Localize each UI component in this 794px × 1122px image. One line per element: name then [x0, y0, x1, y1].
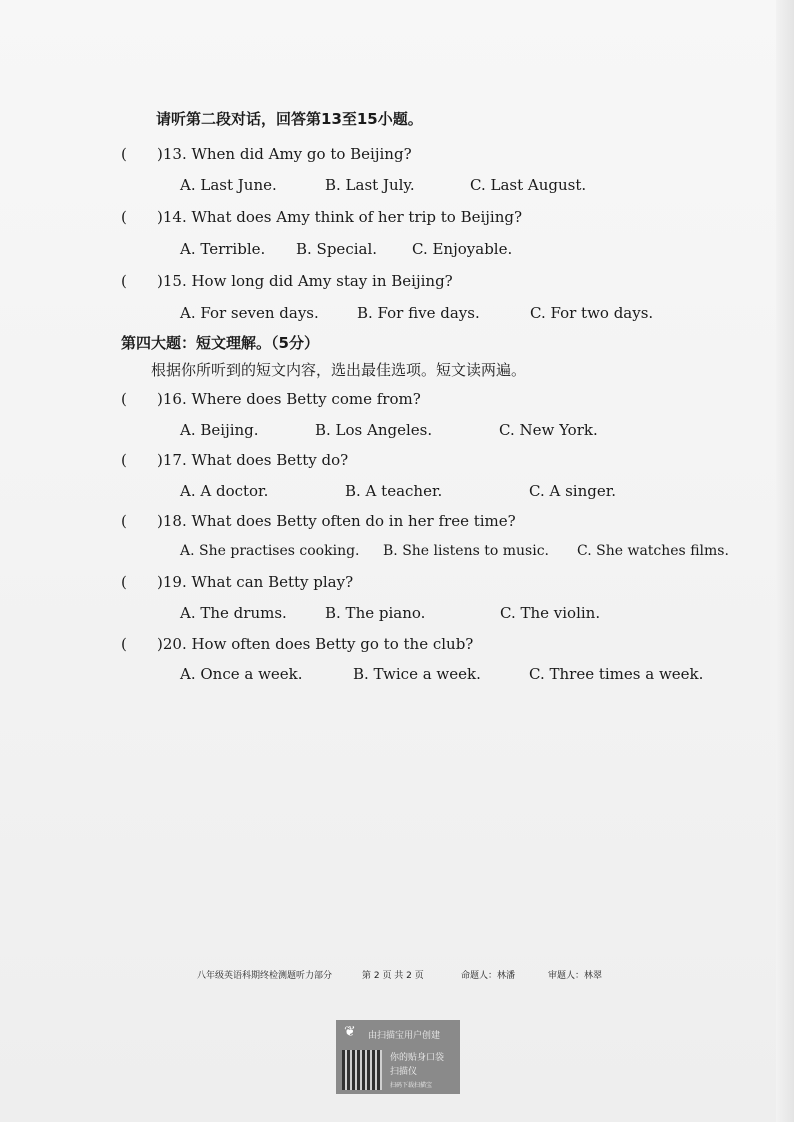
q17-option-b: B. A teacher. — [345, 482, 443, 500]
footer-author: 命题人：林潘 — [461, 971, 516, 981]
q14-option-a: A. Terrible. — [180, 240, 266, 258]
question-16: )16. Where does Betty come from? — [157, 390, 421, 408]
q15-option-c: C. For two days. — [530, 304, 654, 322]
butterfly-logo-icon: ❦ — [344, 1024, 356, 1040]
q16-option-a: A. Beijing. — [180, 421, 259, 439]
question-17: )17. What does Betty do? — [157, 451, 349, 469]
answer-paren: ( — [121, 451, 127, 469]
q19-option-c: C. The violin. — [500, 604, 601, 622]
watermark-line-4: 扫码下载扫描宝 — [390, 1082, 433, 1089]
q16-option-b: B. Los Angeles. — [315, 421, 433, 439]
watermark-title: 由扫描宝用户创建 — [368, 1031, 441, 1041]
q18-option-a: A. She practises cooking. — [180, 543, 360, 559]
answer-paren: ( — [121, 272, 127, 290]
q20-option-b: B. Twice a week. — [353, 665, 481, 683]
q16-option-c: C. New York. — [499, 421, 598, 439]
q19-option-a: A. The drums. — [180, 604, 287, 622]
section-intro: 请听第二段对话，回答第13至15小题。 — [156, 110, 423, 128]
watermark-line-3: 扫描仪 — [390, 1067, 418, 1077]
q17-option-a: A. A doctor. — [180, 482, 269, 500]
q13-option-a: A. Last June. — [180, 176, 277, 194]
answer-paren: ( — [121, 145, 127, 163]
answer-paren: ( — [121, 208, 127, 226]
question-20: )20. How often does Betty go to the club? — [157, 635, 474, 653]
watermark-line-2: 你的贴身口袋 — [390, 1053, 445, 1063]
footer-title: 八年级英语科期终检测题听力部分 — [197, 971, 333, 981]
scan-edge-shadow — [776, 0, 794, 1122]
q17-option-c: C. A singer. — [529, 482, 617, 500]
q20-option-c: C. Three times a week. — [529, 665, 704, 683]
q14-option-b: B. Special. — [296, 240, 378, 258]
question-18: )18. What does Betty often do in her free time? — [157, 512, 516, 530]
q19-option-b: B. The piano. — [325, 604, 426, 622]
answer-paren: ( — [121, 635, 127, 653]
footer-page: 第 2 页 共 2 页 — [362, 971, 424, 981]
question-15: )15. How long did Amy stay in Beijing? — [157, 272, 453, 290]
q15-option-b: B. For five days. — [357, 304, 480, 322]
q20-option-a: A. Once a week. — [180, 665, 303, 683]
question-19: )19. What can Betty play? — [157, 573, 354, 591]
answer-paren: ( — [121, 390, 127, 408]
answer-paren: ( — [121, 573, 127, 591]
q13-option-c: C. Last August. — [470, 176, 587, 194]
answer-paren: ( — [121, 512, 127, 530]
scanner-watermark — [336, 1020, 460, 1094]
section-4-title: 第四大题：短文理解。（5分） — [121, 334, 319, 352]
footer-reviewer: 审题人：林翠 — [548, 971, 603, 981]
question-13: )13. When did Amy go to Beijing? — [157, 145, 412, 163]
q15-option-a: A. For seven days. — [180, 304, 319, 322]
q18-option-b: B. She listens to music. — [383, 543, 549, 559]
q18-option-c: C. She watches films. — [577, 543, 729, 559]
question-14: )14. What does Amy think of her trip to Beijing? — [157, 208, 523, 226]
qr-code — [342, 1050, 382, 1090]
section-4-instructions: 根据你所听到的短文内容，选出最佳选项。短文读两遍。 — [151, 361, 527, 379]
q13-option-b: B. Last July. — [325, 176, 415, 194]
q14-option-c: C. Enjoyable. — [412, 240, 513, 258]
